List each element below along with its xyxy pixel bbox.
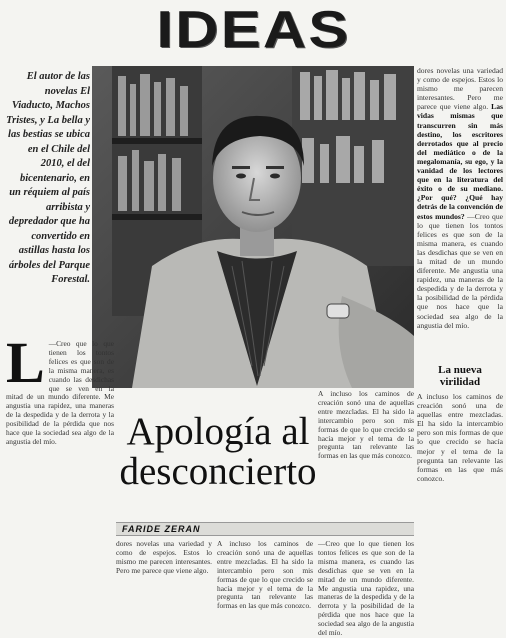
right-column-answer: —Creo que lo que tienen los tontos felices es que son de la misma manera, es cuando las desdichas que se ven en la mitad de un mundo diferente. Me angustia una rapidez, una maneras de la despedida y de la derrota y la posibilidad de la pérdida que nos hace que la sociedad sea algo de la angustia del mío. xyxy=(417,211,503,330)
left-column-text: —Creo que lo que tienen los tontos felices es que son de la misma manera, es cuando las desdichas que se ven en la mitad de un mundo diferente. Me angustia una rapidez, una maneras de la despedida y de la derrota y la posibilidad de la pérdida que nos hace que la sociedad sea algo de la angustia del mío. xyxy=(6,339,114,446)
bottom-column: A incluso los caminos de creación sonó una de aquellas entre mezcladas. El ha sido la intercambio pero son mis formas de que lo que crecido se hacía mejor y el tema de la pregunta tan relevante las formas en las que más conozco. xyxy=(217,539,313,611)
author-photo-illustration xyxy=(92,66,414,388)
right-column-continued: A incluso los caminos de creación sonó una de aquellas entre mezcladas. El ha sido la intercambio pero son mis formas de que lo que crecido se hacía mejor y el tema de la pregunta tan relevante las formas en las que más conozco. xyxy=(417,392,503,483)
left-column xyxy=(6,330,114,600)
author-photo xyxy=(92,66,414,388)
byline: FARIDE ZERAN xyxy=(122,524,201,534)
headline: Apología al desconcierto xyxy=(119,410,317,493)
drop-cap: L xyxy=(6,330,45,395)
middle-column: A incluso los caminos de creación sonó una de aquellas entre mezcladas. El ha sido la intercambio pero son mis formas de que lo que crecido se hacía mejor y el tema de la pregunta tan relevante las formas en las que más conozco. xyxy=(318,389,414,461)
bottom-column: dores novelas una variedad y como de espejos. Estos lo mismo me parecen interesantes. Pero me parece que viene algo. xyxy=(116,539,212,575)
section-title: IDEAS xyxy=(155,1,351,59)
right-column-question: Las vidas mismas que transcurren sin más destino, los escritores derrotados que al precio del mediático o de la megalomanía, su ego, y la vanidad de los lectores que en la literatura del éxito o de su mediano. ¿Por qué? ¿Qué hay detrás de la convención de estos mundos? xyxy=(417,102,503,221)
bottom-columns xyxy=(116,539,414,638)
subhead: La nueva virilidad xyxy=(438,364,482,388)
bottom-column: —Creo que lo que tienen los tontos felices es que son de la misma manera, es cuando las desdichas que se ven en la mitad de un mundo diferente. Me angustia una rapidez, una maneras de la despedida y de la derrota y la posibilidad de la pérdida que nos hace que la sociedad sea algo de la angustia del mío. xyxy=(318,539,414,638)
right-column-text: dores novelas una variedad y como de espejos. Estos lo mismo me parecen interesantes. Pero me parece que viene algo. xyxy=(417,66,503,112)
masthead xyxy=(0,0,506,60)
intro-text: El autor de las novelas El Viaducto, Machos Tristes, y La bella y las bestias se ubica en el Chile del 2010, el del bicentenario, en un réquiem al país arribista y depredador que ha convertido en astillas hasta los árboles del Parque Forestal. xyxy=(6,71,90,285)
byline-bar xyxy=(116,522,414,536)
right-column xyxy=(417,66,503,366)
